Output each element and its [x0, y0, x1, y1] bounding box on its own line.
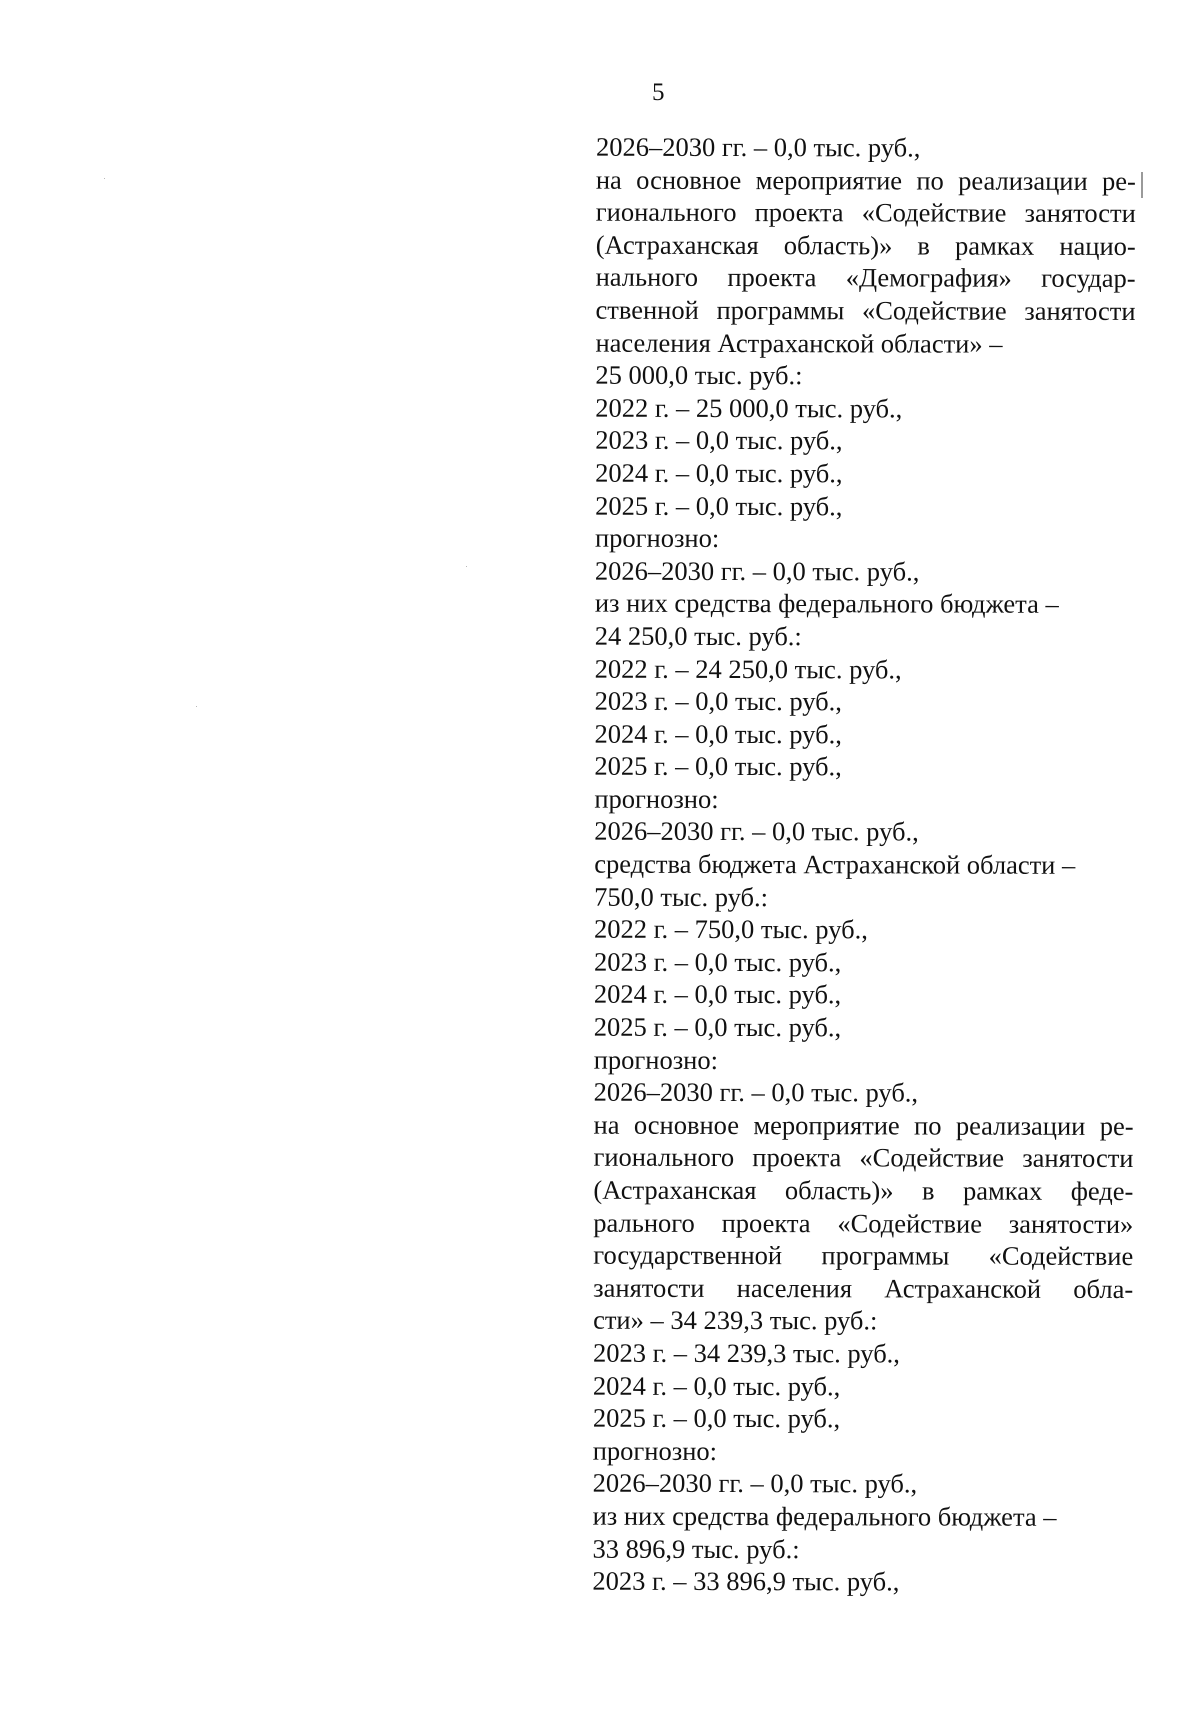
text-line-content: 2024 г. – 0,0 тыс. руб., — [592, 1370, 841, 1401]
text-line-content: из них средства федерального бюджета – — [592, 1500, 1057, 1532]
text-line-content: 2026–2030 гг. – 0,0 тыс. руб., — [593, 1076, 919, 1108]
text-line-content: рального проекта «Содействие занятости» — [593, 1207, 1134, 1239]
text-line — [596, 228, 1136, 262]
text-line-content: занятости населения Астраханской обла- — [593, 1272, 1134, 1304]
text-line — [592, 1565, 1132, 1599]
text-line-content: 2022 г. – 24 250,0 тыс. руб., — [594, 653, 902, 684]
text-line — [593, 1304, 1133, 1338]
text-line-content: нального проекта «Демография» государ- — [595, 262, 1136, 294]
text-line — [593, 1500, 1133, 1534]
text-line-content: 2026–2030 гг. – 0,0 тыс. руб., — [592, 1468, 918, 1499]
text-line-content: 2026–2030 гг. – 0,0 тыс. руб., — [594, 555, 920, 587]
text-line-content: прогнозно: — [594, 522, 720, 554]
text-line-content: 2025 г. – 0,0 тыс. руб., — [595, 490, 843, 521]
text-line — [594, 1108, 1134, 1142]
text-line — [593, 1467, 1133, 1501]
text-line — [594, 978, 1134, 1012]
text-line — [594, 1011, 1134, 1045]
text-line-content: 2022 г. – 750,0 тыс. руб., — [594, 913, 868, 945]
text-line-content: (Астраханская область)» в рамках феде- — [593, 1174, 1134, 1206]
text-line — [596, 131, 1136, 165]
text-line-content: 750,0 тыс. руб.: — [594, 881, 769, 912]
text-line-content: 2023 г. – 0,0 тыс. руб., — [594, 685, 842, 717]
scan-speck — [196, 706, 197, 707]
text-line-content: 2022 г. – 25 000,0 тыс. руб., — [595, 392, 903, 424]
text-line — [594, 1043, 1134, 1077]
text-line-content: 2023 г. – 0,0 тыс. руб., — [595, 425, 843, 456]
text-line — [595, 522, 1135, 556]
text-line-content: 2024 г. – 0,0 тыс. руб., — [593, 979, 842, 1010]
text-line — [594, 1076, 1134, 1110]
text-line — [593, 1337, 1133, 1371]
text-line-content: 2025 г. – 0,0 тыс. руб., — [594, 750, 842, 782]
text-line-content: прогнозно: — [593, 1044, 719, 1075]
text-line — [595, 391, 1135, 425]
text-line-content: 2025 г. – 0,0 тыс. руб., — [592, 1402, 841, 1434]
text-line — [596, 261, 1136, 295]
text-line — [593, 1369, 1133, 1403]
text-line — [594, 913, 1134, 947]
text-line-content: (Астраханская область)» в рамках нацио- — [595, 229, 1136, 261]
document-body — [592, 131, 1136, 1599]
text-line-content: 2026–2030 гг. – 0,0 тыс. руб., — [594, 816, 919, 847]
text-line-content: 2023 г. – 0,0 тыс. руб., — [593, 946, 842, 978]
text-line-content: прогнозно: — [594, 783, 719, 814]
text-line-content: 2026–2030 гг. – 0,0 тыс. руб., — [595, 131, 921, 163]
text-line-content: 2023 г. – 34 239,3 тыс. руб., — [592, 1337, 900, 1369]
text-line-content: 2023 г. – 33 896,9 тыс. руб., — [592, 1565, 900, 1597]
text-line-content: прогнозно: — [592, 1435, 718, 1466]
text-line — [594, 946, 1134, 980]
text-line-content: 2025 г. – 0,0 тыс. руб., — [593, 1011, 842, 1043]
text-line — [594, 750, 1134, 784]
text-line — [595, 326, 1135, 360]
text-line-content: 2024 г. – 0,0 тыс. руб., — [594, 718, 842, 749]
text-line — [596, 163, 1136, 197]
text-line — [593, 1141, 1133, 1175]
text-line — [593, 1239, 1133, 1273]
text-line — [595, 359, 1135, 393]
text-line — [593, 1402, 1133, 1436]
text-line-content: на основное мероприятие по реализации ре- — [593, 1109, 1134, 1141]
text-line — [594, 717, 1134, 751]
text-line — [595, 424, 1135, 458]
text-line — [595, 554, 1135, 588]
text-line-content: 24 250,0 тыс. руб.: — [594, 620, 802, 652]
text-line — [594, 848, 1134, 882]
scan-edge-mark — [1141, 172, 1143, 198]
text-line — [596, 196, 1136, 230]
text-line — [593, 1174, 1133, 1208]
text-line-content: ственной программы «Содействие занятости — [595, 294, 1136, 326]
text-line-content: 25 000,0 тыс. руб.: — [595, 359, 803, 391]
text-line — [595, 587, 1135, 621]
text-line — [595, 652, 1135, 686]
text-line — [593, 1434, 1133, 1468]
text-line-content: 33 896,9 тыс. руб.: — [592, 1533, 800, 1564]
text-line-content: гионального проекта «Содействие занятости — [595, 196, 1136, 229]
page-number: 5 — [652, 79, 665, 106]
text-line — [595, 457, 1135, 491]
text-line — [594, 880, 1134, 914]
text-line-content: на основное мероприятие по реализации ре- — [595, 164, 1136, 196]
text-line — [593, 1206, 1133, 1240]
text-line — [593, 1271, 1133, 1305]
scan-speck — [104, 178, 105, 179]
text-line-content: средства бюджета Астраханской области – — [594, 848, 1076, 880]
text-line-content: 2024 г. – 0,0 тыс. руб., — [595, 457, 843, 489]
text-line — [595, 620, 1135, 654]
text-line-content: сти» – 34 239,3 тыс. руб.: — [593, 1305, 878, 1336]
text-line-content: из них средства федерального бюджета – — [594, 587, 1059, 620]
text-line — [595, 489, 1135, 523]
text-line — [594, 783, 1134, 817]
text-line-content: государственной программы «Содействие — [593, 1239, 1134, 1272]
text-line — [595, 685, 1135, 719]
text-line — [594, 815, 1134, 849]
text-line-content: населения Астраханской области» – — [595, 327, 1003, 359]
text-line-content: гионального проекта «Содействие занятости — [593, 1142, 1134, 1174]
scan-speck — [466, 566, 467, 567]
text-line — [596, 294, 1136, 328]
text-line — [592, 1532, 1132, 1566]
